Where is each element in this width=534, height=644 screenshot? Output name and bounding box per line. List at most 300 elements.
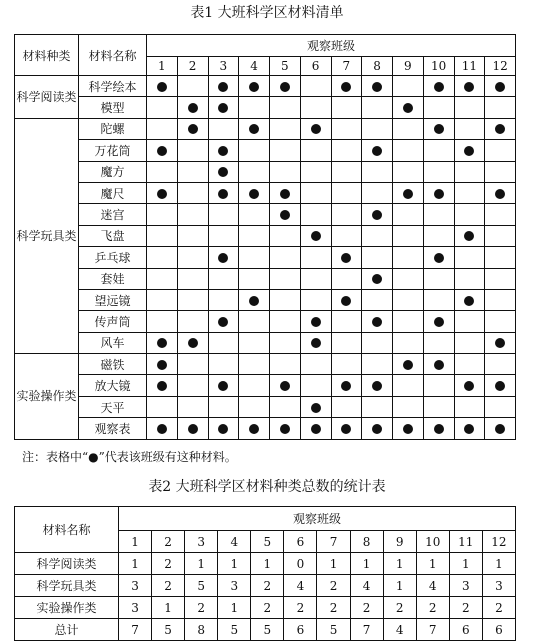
filled-dot-icon — [188, 103, 198, 113]
mark-cell — [239, 311, 270, 332]
filled-dot-icon — [372, 424, 382, 434]
mark-cell — [454, 161, 485, 182]
mark-cell — [177, 182, 208, 203]
mark-cell — [270, 289, 301, 310]
count-cell: 2 — [383, 597, 416, 619]
table-row — [15, 247, 516, 268]
filled-dot-icon — [464, 381, 474, 391]
mark-cell — [454, 311, 485, 332]
mark-cell — [147, 268, 178, 289]
count-cell: 0 — [284, 553, 317, 575]
count-cell: 2 — [317, 597, 350, 619]
mark-cell — [208, 332, 239, 353]
count-cell: 2 — [449, 597, 482, 619]
mark-cell — [393, 76, 424, 97]
class-number: 9 — [383, 531, 416, 553]
mark-cell — [239, 418, 270, 439]
count-cell: 2 — [482, 597, 515, 619]
class-number: 1 — [119, 531, 152, 553]
material-name: 望远镜 — [79, 289, 147, 310]
filled-dot-icon — [464, 231, 474, 241]
mark-cell — [454, 268, 485, 289]
filled-dot-icon — [341, 424, 351, 434]
filled-dot-icon — [249, 82, 259, 92]
material-name: 风车 — [79, 332, 147, 353]
count-cell: 2 — [251, 575, 284, 597]
filled-dot-icon — [403, 189, 413, 199]
filled-dot-icon — [157, 338, 167, 348]
count-cell: 1 — [383, 575, 416, 597]
mark-cell — [362, 247, 393, 268]
mark-cell — [177, 332, 208, 353]
mark-cell — [270, 354, 301, 375]
material-count-table — [14, 506, 516, 641]
mark-cell — [485, 118, 516, 139]
table-row — [15, 268, 516, 289]
count-cell: 6 — [482, 619, 515, 641]
mark-cell — [454, 418, 485, 439]
filled-dot-icon — [341, 253, 351, 263]
material-name: 磁铁 — [79, 354, 147, 375]
filled-dot-icon — [311, 231, 321, 241]
count-cell: 3 — [449, 575, 482, 597]
count-cell: 2 — [416, 597, 449, 619]
mark-cell — [331, 289, 362, 310]
count-cell: 5 — [317, 619, 350, 641]
mark-cell — [331, 97, 362, 118]
mark-cell — [147, 204, 178, 225]
mark-cell — [393, 332, 424, 353]
filled-dot-icon — [280, 189, 290, 199]
table-row — [15, 289, 516, 310]
table-row — [15, 76, 516, 97]
filled-dot-icon — [280, 381, 290, 391]
mark-cell — [239, 161, 270, 182]
mark-cell — [300, 289, 331, 310]
mark-cell — [270, 396, 301, 417]
filled-dot-icon — [249, 124, 259, 134]
material-name: 放大镜 — [79, 375, 147, 396]
mark-cell — [177, 418, 208, 439]
header-material-name: 材料名称 — [79, 35, 147, 76]
mark-cell — [393, 182, 424, 203]
mark-cell — [147, 161, 178, 182]
mark-cell — [270, 182, 301, 203]
mark-cell — [393, 97, 424, 118]
filled-dot-icon — [403, 424, 413, 434]
mark-cell — [362, 161, 393, 182]
filled-dot-icon — [157, 189, 167, 199]
mark-cell — [362, 225, 393, 246]
filled-dot-icon — [311, 124, 321, 134]
table-row — [15, 118, 516, 139]
mark-cell — [239, 375, 270, 396]
mark-cell — [177, 225, 208, 246]
mark-cell — [393, 161, 424, 182]
material-name: 观察表 — [79, 418, 147, 439]
count-cell: 2 — [152, 553, 185, 575]
mark-cell — [423, 418, 454, 439]
table-row — [15, 182, 516, 203]
mark-cell — [147, 140, 178, 161]
count-cell: 5 — [218, 619, 251, 641]
class-number: 4 — [218, 531, 251, 553]
mark-cell — [270, 332, 301, 353]
class-number: 7 — [317, 531, 350, 553]
mark-cell — [270, 375, 301, 396]
mark-cell — [393, 225, 424, 246]
table-row — [15, 597, 516, 619]
mark-cell — [362, 311, 393, 332]
mark-cell — [393, 311, 424, 332]
mark-cell — [239, 268, 270, 289]
t2-header-observed-classes: 观察班级 — [119, 507, 516, 531]
table2-title: 表2 大班科学区材料种类总数的统计表 — [148, 479, 386, 495]
material-name: 传声筒 — [79, 311, 147, 332]
mark-cell — [485, 418, 516, 439]
filled-dot-icon — [341, 296, 351, 306]
count-cell: 1 — [251, 553, 284, 575]
mark-cell — [300, 140, 331, 161]
mark-cell — [300, 396, 331, 417]
class-number: 5 — [251, 531, 284, 553]
mark-cell — [485, 140, 516, 161]
mark-cell — [300, 118, 331, 139]
mark-cell — [454, 140, 485, 161]
category-cell: 科学玩具类 — [15, 118, 79, 353]
filled-dot-icon — [495, 381, 505, 391]
filled-dot-icon — [341, 381, 351, 391]
mark-cell — [485, 354, 516, 375]
class-number: 10 — [416, 531, 449, 553]
mark-cell — [239, 118, 270, 139]
mark-cell — [239, 182, 270, 203]
count-cell: 1 — [482, 553, 515, 575]
mark-cell — [393, 247, 424, 268]
mark-cell — [331, 354, 362, 375]
mark-cell — [300, 76, 331, 97]
mark-cell — [177, 289, 208, 310]
filled-dot-icon — [249, 296, 259, 306]
table-row — [15, 619, 516, 641]
count-cell: 1 — [152, 597, 185, 619]
filled-dot-icon — [188, 424, 198, 434]
class-number: 12 — [485, 57, 516, 76]
filled-dot-icon — [434, 124, 444, 134]
mark-cell — [270, 247, 301, 268]
mark-cell — [454, 332, 485, 353]
material-name: 科学绘本 — [79, 76, 147, 97]
category-name: 实验操作类 — [15, 597, 119, 619]
mark-cell — [300, 375, 331, 396]
mark-cell — [177, 161, 208, 182]
filled-dot-icon — [464, 146, 474, 156]
mark-cell — [177, 118, 208, 139]
mark-cell — [208, 225, 239, 246]
mark-cell — [270, 418, 301, 439]
count-cell: 1 — [218, 597, 251, 619]
mark-cell — [300, 268, 331, 289]
mark-cell — [331, 396, 362, 417]
mark-cell — [300, 247, 331, 268]
class-number: 6 — [284, 531, 317, 553]
table1-note: 注：表格中“●”代表该班级有这种材料。 — [22, 450, 237, 464]
class-number: 7 — [331, 57, 362, 76]
mark-cell — [393, 118, 424, 139]
filled-dot-icon — [434, 360, 444, 370]
mark-cell — [239, 225, 270, 246]
count-cell: 5 — [152, 619, 185, 641]
mark-cell — [208, 311, 239, 332]
mark-cell — [239, 140, 270, 161]
mark-cell — [300, 418, 331, 439]
mark-cell — [208, 396, 239, 417]
mark-cell — [423, 76, 454, 97]
mark-cell — [454, 396, 485, 417]
mark-cell — [485, 97, 516, 118]
mark-cell — [147, 418, 178, 439]
mark-cell — [239, 247, 270, 268]
filled-dot-icon — [495, 124, 505, 134]
material-name: 陀螺 — [79, 118, 147, 139]
class-number: 3 — [208, 57, 239, 76]
count-cell: 7 — [350, 619, 383, 641]
mark-cell — [208, 182, 239, 203]
category-name: 科学玩具类 — [15, 575, 119, 597]
filled-dot-icon — [249, 424, 259, 434]
mark-cell — [147, 332, 178, 353]
filled-dot-icon — [218, 103, 228, 113]
mark-cell — [393, 375, 424, 396]
table-row — [15, 375, 516, 396]
mark-cell — [423, 311, 454, 332]
filled-dot-icon — [372, 210, 382, 220]
material-name: 套娃 — [79, 268, 147, 289]
table-row — [15, 418, 516, 439]
filled-dot-icon — [218, 424, 228, 434]
filled-dot-icon — [218, 189, 228, 199]
filled-dot-icon — [495, 82, 505, 92]
filled-dot-icon — [157, 381, 167, 391]
mark-cell — [423, 375, 454, 396]
mark-cell — [300, 332, 331, 353]
filled-dot-icon — [311, 424, 321, 434]
mark-cell — [208, 375, 239, 396]
mark-cell — [423, 396, 454, 417]
mark-cell — [208, 289, 239, 310]
mark-cell — [270, 204, 301, 225]
material-name: 飞盘 — [79, 225, 147, 246]
mark-cell — [239, 289, 270, 310]
mark-cell — [331, 268, 362, 289]
count-cell: 1 — [350, 553, 383, 575]
mark-cell — [454, 182, 485, 203]
mark-cell — [331, 418, 362, 439]
class-number: 5 — [270, 57, 301, 76]
mark-cell — [454, 354, 485, 375]
mark-cell — [454, 247, 485, 268]
filled-dot-icon — [188, 124, 198, 134]
filled-dot-icon — [403, 103, 413, 113]
table-row — [15, 140, 516, 161]
mark-cell — [393, 354, 424, 375]
mark-cell — [177, 204, 208, 225]
mark-cell — [208, 247, 239, 268]
material-name: 迷宫 — [79, 204, 147, 225]
mark-cell — [393, 396, 424, 417]
mark-cell — [393, 204, 424, 225]
filled-dot-icon — [218, 317, 228, 327]
filled-dot-icon — [341, 82, 351, 92]
filled-dot-icon — [249, 189, 259, 199]
mark-cell — [147, 182, 178, 203]
mark-cell — [423, 225, 454, 246]
mark-cell — [208, 76, 239, 97]
count-cell: 2 — [185, 597, 218, 619]
mark-cell — [177, 354, 208, 375]
mark-cell — [485, 76, 516, 97]
material-name: 万花筒 — [79, 140, 147, 161]
mark-cell — [147, 76, 178, 97]
mark-cell — [208, 161, 239, 182]
mark-cell — [485, 225, 516, 246]
count-cell: 1 — [449, 553, 482, 575]
t2-header-material-name: 材料名称 — [15, 507, 119, 553]
filled-dot-icon — [157, 424, 167, 434]
mark-cell — [300, 182, 331, 203]
mark-cell — [300, 97, 331, 118]
mark-cell — [239, 396, 270, 417]
mark-cell — [177, 97, 208, 118]
mark-cell — [485, 289, 516, 310]
mark-cell — [423, 247, 454, 268]
mark-cell — [485, 204, 516, 225]
filled-dot-icon — [311, 317, 321, 327]
class-number: 11 — [449, 531, 482, 553]
filled-dot-icon — [157, 360, 167, 370]
mark-cell — [208, 204, 239, 225]
filled-dot-icon — [157, 82, 167, 92]
mark-cell — [393, 268, 424, 289]
mark-cell — [454, 225, 485, 246]
count-cell: 1 — [185, 553, 218, 575]
mark-cell — [270, 97, 301, 118]
class-number: 8 — [350, 531, 383, 553]
mark-cell — [208, 118, 239, 139]
count-cell: 4 — [383, 619, 416, 641]
mark-cell — [331, 311, 362, 332]
class-number: 2 — [177, 57, 208, 76]
count-cell: 2 — [350, 597, 383, 619]
mark-cell — [454, 289, 485, 310]
header-observed-classes: 观察班级 — [147, 35, 516, 57]
table1-title: 表1 大班科学区材料清单 — [190, 5, 344, 21]
mark-cell — [177, 140, 208, 161]
filled-dot-icon — [280, 210, 290, 220]
filled-dot-icon — [434, 253, 444, 263]
category-name: 科学阅读类 — [15, 553, 119, 575]
count-cell: 3 — [482, 575, 515, 597]
table-row — [15, 575, 516, 597]
mark-cell — [300, 225, 331, 246]
mark-cell — [147, 247, 178, 268]
category-name: 总计 — [15, 619, 119, 641]
material-name: 乒乓球 — [79, 247, 147, 268]
mark-cell — [177, 311, 208, 332]
mark-cell — [423, 332, 454, 353]
filled-dot-icon — [218, 253, 228, 263]
mark-cell — [270, 161, 301, 182]
count-cell: 1 — [218, 553, 251, 575]
count-cell: 7 — [119, 619, 152, 641]
filled-dot-icon — [434, 424, 444, 434]
mark-cell — [423, 161, 454, 182]
mark-cell — [270, 118, 301, 139]
mark-cell — [362, 118, 393, 139]
material-name: 天平 — [79, 396, 147, 417]
class-number: 1 — [147, 57, 178, 76]
mark-cell — [454, 97, 485, 118]
class-number: 6 — [300, 57, 331, 76]
filled-dot-icon — [372, 82, 382, 92]
class-number: 12 — [482, 531, 515, 553]
mark-cell — [147, 396, 178, 417]
filled-dot-icon — [311, 338, 321, 348]
mark-cell — [393, 140, 424, 161]
mark-cell — [208, 97, 239, 118]
filled-dot-icon — [280, 424, 290, 434]
count-cell: 5 — [185, 575, 218, 597]
mark-cell — [331, 140, 362, 161]
mark-cell — [331, 161, 362, 182]
table-row — [15, 225, 516, 246]
mark-cell — [270, 225, 301, 246]
mark-cell — [147, 311, 178, 332]
mark-cell — [362, 182, 393, 203]
table-row — [15, 396, 516, 417]
mark-cell — [147, 118, 178, 139]
material-name: 模型 — [79, 97, 147, 118]
filled-dot-icon — [218, 167, 228, 177]
class-number: 2 — [152, 531, 185, 553]
mark-cell — [485, 311, 516, 332]
mark-cell — [208, 268, 239, 289]
count-cell: 2 — [317, 575, 350, 597]
filled-dot-icon — [372, 274, 382, 284]
table-row — [15, 354, 516, 375]
count-cell: 5 — [251, 619, 284, 641]
mark-cell — [423, 354, 454, 375]
count-cell: 2 — [152, 575, 185, 597]
filled-dot-icon — [464, 82, 474, 92]
mark-cell — [423, 289, 454, 310]
mark-cell — [270, 311, 301, 332]
materials-list-table — [14, 34, 516, 440]
count-cell: 1 — [119, 553, 152, 575]
mark-cell — [177, 76, 208, 97]
class-number: 10 — [423, 57, 454, 76]
mark-cell — [239, 332, 270, 353]
mark-cell — [331, 204, 362, 225]
mark-cell — [485, 375, 516, 396]
mark-cell — [177, 247, 208, 268]
header-category: 材料种类 — [15, 35, 79, 76]
mark-cell — [177, 396, 208, 417]
mark-cell — [423, 140, 454, 161]
count-cell: 4 — [284, 575, 317, 597]
filled-dot-icon — [188, 338, 198, 348]
mark-cell — [362, 332, 393, 353]
